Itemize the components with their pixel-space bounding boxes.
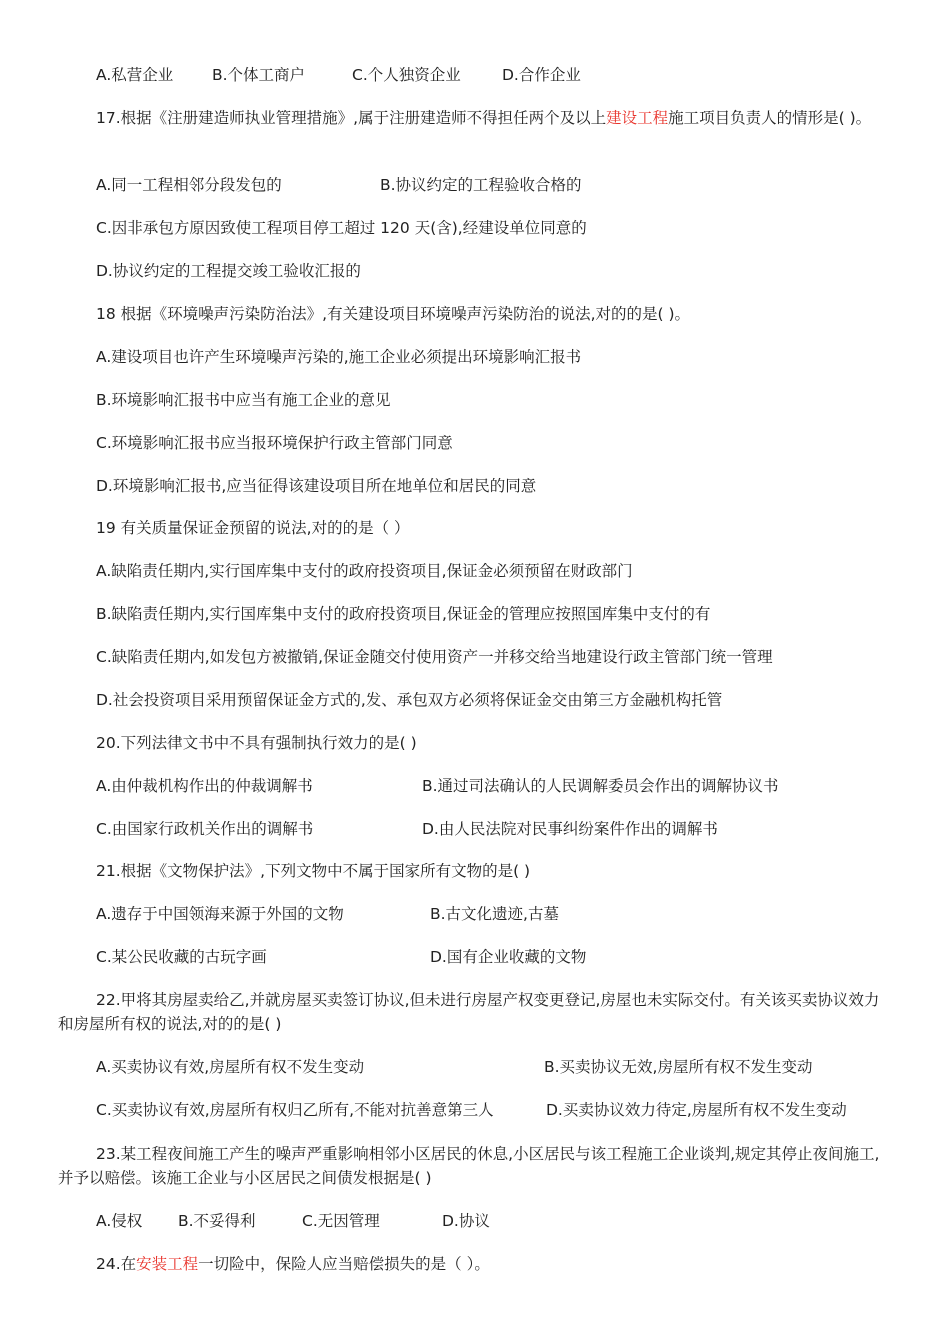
q17-option-a: A.同一工程相邻分段发包的 [96, 176, 282, 194]
q21-option-d: D.国有企业收藏的文物 [430, 948, 587, 966]
q16-option-c: C.个人独资企业 [352, 66, 461, 84]
q18-option-c: C.环境影响汇报书应当报环境保护行政主管部门同意 [96, 434, 453, 452]
q19-option-c: C.缺陷责任期内,如发包方被撤销,保证金随交付使用资产一并移交给当地建设行政主管部门统一管理 [96, 648, 773, 666]
q17-option-d: D.协议约定的工程提交竣工验收汇报的 [96, 262, 361, 280]
q24-stem-link[interactable]: 安装工程 [136, 1255, 199, 1273]
q18-option-a: A.建设项目也许产生环境噪声污染的,施工企业必须提出环境影响汇报书 [96, 348, 582, 366]
q17-stem-pre: 17.根据《注册建造师执业管理措施》,属于注册建造师不得担任两个及以上 [96, 109, 607, 127]
q23-option-c: C.无因管理 [302, 1212, 380, 1230]
q16-option-b: B.个体工商户 [212, 66, 306, 84]
q20-option-d: D.由人民法院对民事纠纷案件作出的调解书 [422, 820, 718, 838]
q20-option-b: B.通过司法确认的人民调解委员会作出的调解协议书 [422, 777, 779, 795]
q22-option-b: B.买卖协议无效,房屋所有权不发生变动 [544, 1058, 813, 1076]
q22-option-d: D.买卖协议效力待定,房屋所有权不发生变动 [546, 1101, 847, 1119]
q20-option-c: C.由国家行政机关作出的调解书 [96, 820, 314, 838]
q20-stem: 20.下列法律文书中不具有强制执行效力的是( ) [96, 734, 417, 752]
q23-stem: 23.某工程夜间施工产生的噪声严重影响相邻小区居民的休息,小区居民与该工程施工企业谈判,规定其停止夜间施工,并予以赔偿。该施工企业与小区居民之间债发根据是( ) [58, 1145, 880, 1187]
q19-option-b: B.缺陷责任期内,实行国库集中支付的政府投资项目,保证金的管理应按照国库集中支付的有 [96, 605, 711, 623]
q17-stem [58, 106, 888, 130]
q17-stem-link[interactable]: 建设工程 [606, 109, 669, 127]
q21-stem: 21.根据《文物保护法》,下列文物中不属于国家所有文物的是( ) [96, 862, 531, 880]
q17-stem-post: 施工项目负责人的情形是( )。 [668, 109, 872, 127]
q16-option-d: D.合作企业 [502, 66, 581, 84]
q22-stem: 22.甲将其房屋卖给乙,并就房屋买卖签订协议,但未进行房屋产权变更登记,房屋也未实际交付。有关该买卖协议效力和房屋所有权的说法,对的的是( ) [58, 991, 880, 1033]
q19-option-d: D.社会投资项目采用预留保证金方式的,发、承包双方必须将保证金交由第三方金融机构托管 [96, 691, 723, 709]
q18-stem: 18 根据《环境噪声污染防治法》,有关建设项目环境噪声污染防治的说法,对的的是( )。 [96, 305, 691, 323]
q21-option-b: B.古文化遗迹,古墓 [430, 905, 559, 923]
q23-option-d: D.协议 [442, 1212, 490, 1230]
q20-option-a: A.由仲裁机构作出的仲裁调解书 [96, 777, 313, 795]
q17-option-c: C.因非承包方原因致使工程项目停工超过 120 天(含),经建设单位同意的 [96, 219, 587, 237]
q19-option-a: A.缺陷责任期内,实行国库集中支付的政府投资项目,保证金必须预留在财政部门 [96, 562, 633, 580]
q23-option-a: A.侵权 [96, 1212, 143, 1230]
q21-option-a: A.遗存于中国领海来源于外国的文物 [96, 905, 344, 923]
q18-option-b: B.环境影响汇报书中应当有施工企业的意见 [96, 391, 391, 409]
q17-option-b: B.协议约定的工程验收合格的 [380, 176, 582, 194]
q23-option-b: B.不妥得利 [178, 1212, 256, 1230]
q21-option-c: C.某公民收藏的古玩字画 [96, 948, 267, 966]
q22-option-a: A.买卖协议有效,房屋所有权不发生变动 [96, 1058, 365, 1076]
q24-stem [96, 1254, 490, 1274]
q24-stem-post: 一切险中，保险人应当赔偿损失的是（ ）。 [198, 1255, 490, 1273]
q18-option-d: D.环境影响汇报书,应当征得该建设项目所在地单位和居民的同意 [96, 477, 537, 495]
q24-stem-pre: 24.在 [96, 1255, 137, 1273]
q22-option-c: C.买卖协议有效,房屋所有权归乙所有,不能对抗善意第三人 [96, 1101, 494, 1119]
q19-stem: 19 有关质量保证金预留的说法,对的的是（ ） [96, 519, 410, 537]
q16-option-a: A.私营企业 [96, 66, 174, 84]
